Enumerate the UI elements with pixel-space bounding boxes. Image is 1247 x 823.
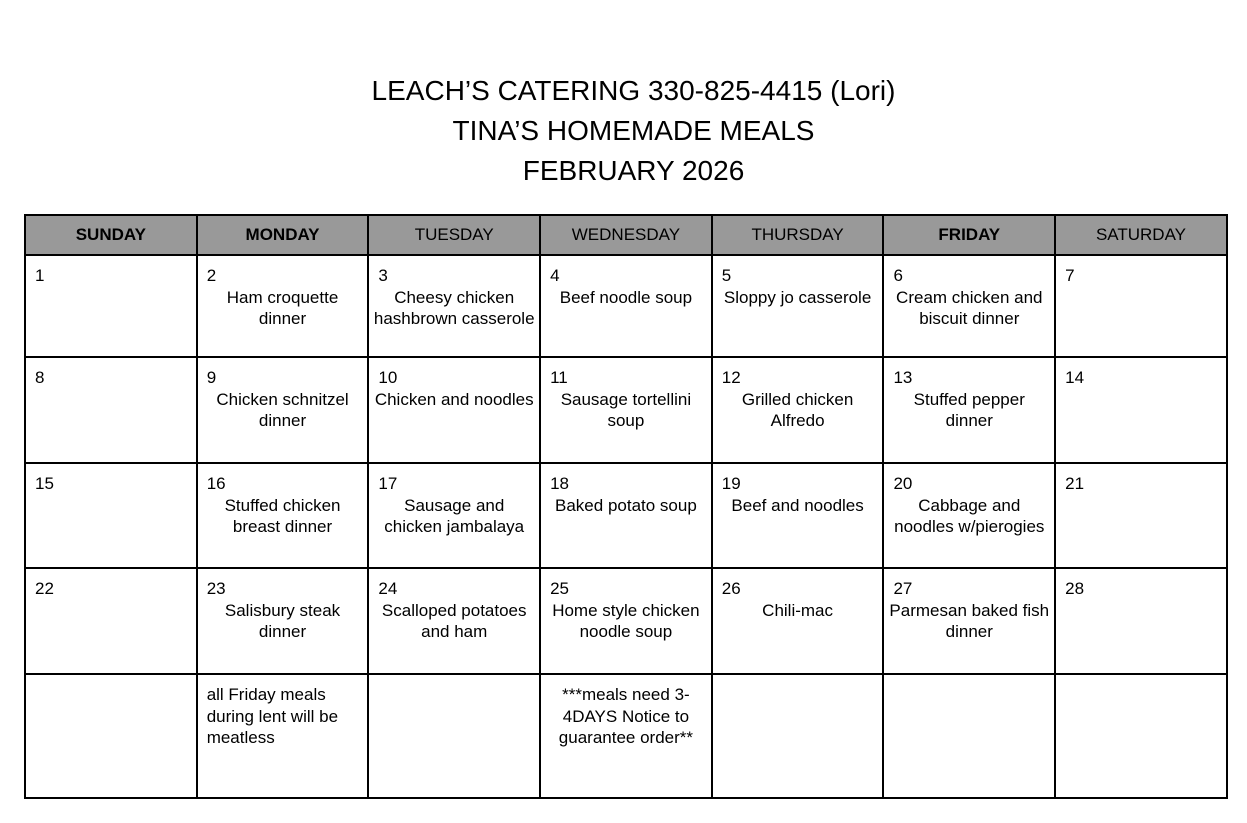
day-number: 12 — [721, 368, 741, 387]
meal-name: Stuffed pepper dinner — [913, 389, 1025, 430]
meal-name: Baked potato soup — [555, 495, 697, 515]
day-number: 15 — [35, 474, 54, 493]
day-cell — [712, 255, 884, 357]
day-cell — [883, 357, 1055, 463]
day-number: 17 — [378, 474, 398, 493]
lent-note-cell — [197, 674, 369, 798]
weekday-tuesday: TUESDAY — [368, 215, 540, 255]
day-cell — [883, 568, 1055, 674]
day-cell — [368, 463, 540, 568]
day-number: 19 — [721, 474, 741, 493]
weekday-friday: FRIDAY — [883, 215, 1055, 255]
day-number: 22 — [35, 579, 54, 598]
day-number: 23 — [206, 579, 226, 598]
meal-name: Stuffed chicken breast dinner — [224, 495, 341, 536]
empty-cell — [1055, 674, 1227, 798]
meal-name: Cabbage and noodles w/pierogies — [894, 495, 1045, 536]
day-cell — [1055, 568, 1227, 674]
day-cell — [197, 463, 369, 568]
meal-name: Sloppy jo casserole — [723, 287, 872, 307]
catering-title: LEACH’S CATERING 330-825-4415 (Lori) — [371, 75, 896, 106]
day-cell — [197, 357, 369, 463]
meals-title: TINA’S HOMEMADE MEALS — [452, 115, 815, 146]
day-number: 26 — [721, 579, 741, 598]
meal-name: Sausage and chicken jambalaya — [384, 495, 525, 536]
day-cell — [712, 568, 884, 674]
day-number: 11 — [550, 368, 568, 387]
day-number: 24 — [378, 579, 398, 598]
day-number: 7 — [1065, 266, 1075, 285]
day-number: 3 — [378, 266, 388, 285]
day-cell — [25, 357, 197, 463]
day-number: 9 — [206, 368, 217, 387]
day-number: 2 — [206, 266, 217, 285]
day-number: 13 — [893, 368, 913, 387]
day-number: 4 — [550, 266, 560, 285]
day-cell — [25, 568, 197, 674]
day-cell — [540, 463, 712, 568]
day-cell — [368, 255, 540, 357]
meal-name: Chicken and noodles — [374, 389, 534, 409]
day-number: 25 — [550, 579, 569, 598]
meal-name: Chicken schnitzel dinner — [216, 389, 349, 430]
day-number: 20 — [893, 474, 913, 493]
day-cell — [712, 463, 884, 568]
notes-row — [25, 674, 1227, 798]
day-cell — [25, 255, 197, 357]
day-cell — [1055, 463, 1227, 568]
day-cell — [540, 357, 712, 463]
day-number: 16 — [206, 474, 226, 493]
weekday-monday: MONDAY — [197, 215, 369, 255]
week-row-4 — [25, 568, 1227, 674]
empty-cell — [368, 674, 540, 798]
day-number: 27 — [893, 579, 913, 598]
calendar-header — [0, 71, 1247, 191]
day-cell — [883, 463, 1055, 568]
meal-name: Salisbury steak dinner — [224, 600, 341, 641]
meal-name: Parmesan baked fish dinner — [889, 600, 1050, 641]
meal-name: Ham croquette dinner — [226, 287, 339, 328]
day-cell — [197, 568, 369, 674]
day-number: 18 — [550, 474, 569, 493]
meal-name: Beef noodle soup — [559, 287, 693, 307]
empty-cell — [883, 674, 1055, 798]
day-number: 14 — [1065, 368, 1085, 387]
month-title: FEBRUARY 2026 — [522, 155, 745, 186]
day-cell — [540, 255, 712, 357]
day-cell — [883, 255, 1055, 357]
day-number: 28 — [1065, 579, 1085, 598]
weekday-header-row — [25, 215, 1227, 255]
meal-name: Grilled chicken Alfredo — [741, 389, 854, 430]
day-cell — [1055, 357, 1227, 463]
meal-name: Cheesy chicken hashbrown casserole — [373, 287, 535, 328]
day-number: 6 — [893, 266, 903, 285]
empty-cell — [25, 674, 197, 798]
weekday-sunday: SUNDAY — [25, 215, 197, 255]
weekday-wednesday: WEDNESDAY — [540, 215, 712, 255]
day-cell — [197, 255, 369, 357]
empty-cell — [712, 674, 884, 798]
notice-note-cell — [540, 674, 712, 798]
meal-name: Home style chicken noodle soup — [552, 600, 700, 641]
meal-name: Cream chicken and biscuit dinner — [896, 287, 1043, 328]
day-number: 21 — [1065, 474, 1085, 493]
notice-note: ***meals need 3-4DAYS Notice to guarantee order** — [558, 685, 694, 747]
day-number: 5 — [721, 266, 732, 285]
meal-calendar — [24, 214, 1228, 799]
week-row-3 — [25, 463, 1227, 568]
lent-note: all Friday meals during lent will be meatless — [206, 685, 339, 747]
meal-name: Scalloped potatoes and ham — [381, 600, 527, 641]
day-cell — [368, 357, 540, 463]
meal-name: Chili-mac — [762, 600, 834, 620]
week-row-2 — [25, 357, 1227, 463]
day-cell — [540, 568, 712, 674]
week-row-1 — [25, 255, 1227, 357]
day-cell — [712, 357, 884, 463]
day-number: 8 — [35, 368, 45, 387]
weekday-saturday: SATURDAY — [1055, 215, 1227, 255]
day-number: 1 — [35, 266, 45, 285]
day-cell — [1055, 255, 1227, 357]
weekday-thursday: THURSDAY — [712, 215, 884, 255]
day-number: 10 — [378, 368, 398, 387]
day-cell — [368, 568, 540, 674]
day-cell — [25, 463, 197, 568]
meal-name: Beef and noodles — [731, 495, 864, 515]
meal-name: Sausage tortellini soup — [560, 389, 692, 430]
